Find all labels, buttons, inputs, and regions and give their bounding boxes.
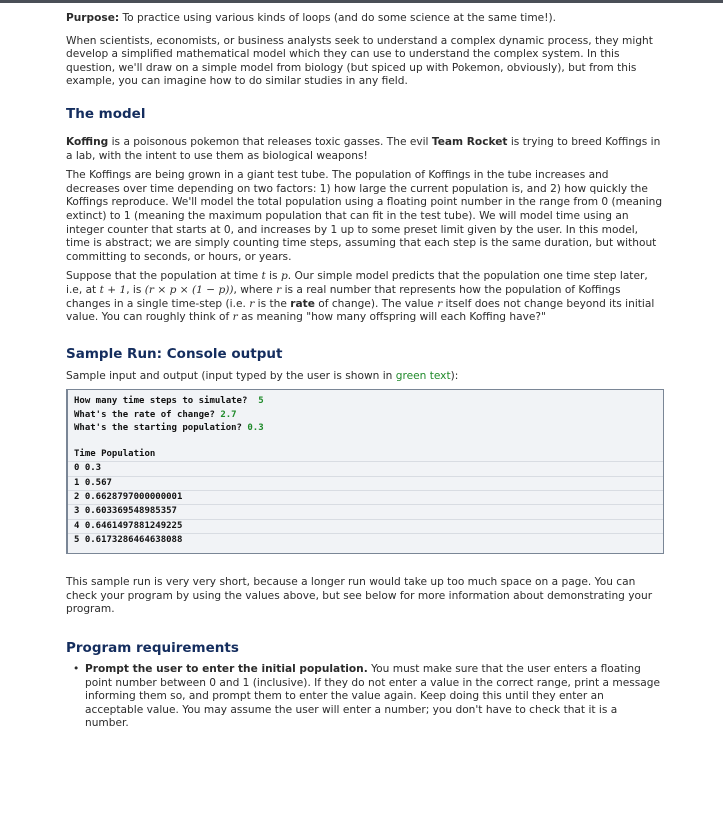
prompt-text: What's the starting population? [74, 422, 248, 433]
prompt-population [68, 422, 663, 435]
table-row: 5 0.6173286464638088 [74, 534, 183, 545]
team-rocket-bold: Team Rocket [431, 135, 508, 148]
purpose-text: To practice using various kinds of loops (and do some science at the same time!). [119, 12, 556, 24]
formula-text-e: , where [233, 283, 277, 296]
formula-text-j: as meaning "how many offspring will each Koffing have?" [237, 311, 546, 324]
math-formula: (r × p × (1 − p)) [144, 283, 234, 296]
formula-text-i: itself does not change beyond its initial value. You can roughly think of [66, 297, 655, 324]
koffing-text-1: is a poisonous pokemon that releases toxic gasses. The evil [108, 135, 432, 148]
table-row: 2 0.6628797000000001 [74, 492, 183, 503]
math-r: r [437, 297, 443, 310]
table-row: 4 0.6461497881249225 [74, 520, 183, 531]
console-output [66, 389, 664, 554]
user-input: 5 [258, 396, 264, 407]
console-blank-line [68, 435, 663, 448]
user-input: 2.7 [220, 409, 237, 420]
table-header: Time Population [74, 449, 156, 460]
bullet-icon: • [73, 663, 80, 676]
formula-text-h: of change). The value [314, 297, 438, 310]
requirement-bold: Prompt the user to enter the initial population. [85, 663, 368, 676]
list-item [73, 663, 664, 731]
purpose-paragraph [66, 12, 664, 26]
prompt-text: How many time steps to simulate? [74, 396, 259, 407]
requirements-heading: Program requirements [66, 640, 239, 657]
population-paragraph: The Koffings are being grown in a giant test tube. The population of Koffings in the tube increases and decreases over time depending on two factors: 1) how large the current population is, and 2) how quickly the Koffings reproduce. We'll model the total population using a floating point number in the range from 0 (meaning extinct) to 1 (meaning the maximum population that can fit in the test tube). We will model time using an integer counter that starts at 0, and increases by 1 up to some preset limit given by the user. In this model, time is abstract; we are simply counting time steps, assuming that each step is the same duration, but without committing to seconds, or hours, or years. [66, 169, 663, 263]
caption-text-b: ): [450, 369, 459, 382]
requirement-text: You must make sure that the user enters a floating point number between 0 and 1 (inclusive). If they do not enter a value in the correct range, print a message informing them so, and prompt them to enter the value again. Keep doing this until they enter an acceptable value. You may assume the user will enter a number; you don't have to check that it is a number. [85, 663, 661, 730]
caption-green-text: green text [395, 369, 451, 382]
caption-text-a: Sample input and output (input typed by the user is shown in [66, 369, 396, 382]
math-t: t [261, 270, 266, 283]
table-row: 3 0.603369548985357 [74, 506, 177, 517]
formula-text-c: . Our simple model predicts that the population one time step later, i.e, at [66, 270, 648, 296]
purpose-label: Purpose: [66, 12, 120, 24]
user-input: 0.3 [247, 422, 264, 433]
intro-paragraph: When scientists, economists, or business analysts seek to understand a complex dynamic process, they might develop a simplified mathematical model which they can use to understand the complex system. In this question, we'll draw on a simple model from biology (but spiced up with Pokemon, obviously), but from this example, you can imagine how to do similar studies in any field. [66, 34, 653, 88]
table-row: 1 0.567 [74, 477, 112, 488]
prompt-text: What's the rate of change? [74, 409, 221, 420]
math-t-plus-1: t + 1 [99, 283, 127, 296]
rate-bold: rate [290, 297, 315, 310]
koffing-bold: Koffing [66, 135, 109, 148]
document-body [66, 12, 664, 731]
after-sample-paragraph: This sample run is very very short, because a longer run would take up too much space on a page. You can check your program by using the values above, but see below for more information about demonstrating your program. [66, 576, 653, 616]
math-r: r [276, 283, 282, 296]
formula-text-a: Suppose that the population at time [66, 270, 262, 283]
prompt-time-steps [68, 395, 663, 408]
koffing-text-2: is trying to breed Koffings in a lab, with the intent to use them as biological weapons! [66, 135, 661, 162]
requirements-list [66, 663, 664, 731]
math-p: p [280, 270, 288, 283]
formula-text-g: is the [254, 297, 291, 310]
top-border [0, 0, 723, 3]
formula-text-b: is [265, 270, 281, 283]
formula-text-f: is a real number that represents how the population of Koffings changes in a single time-step (i.e. [66, 283, 621, 310]
formula-text-d: , is [126, 283, 145, 296]
formula-paragraph [66, 270, 664, 324]
sample-run-heading: Sample Run: Console output [66, 345, 283, 362]
table-row: 0 0.3 [74, 463, 102, 474]
sample-caption [66, 370, 664, 384]
prompt-rate [68, 409, 663, 422]
math-r: r [249, 297, 255, 310]
koffing-paragraph [66, 136, 664, 163]
math-r: r [232, 311, 238, 324]
model-heading: The model [66, 105, 146, 122]
